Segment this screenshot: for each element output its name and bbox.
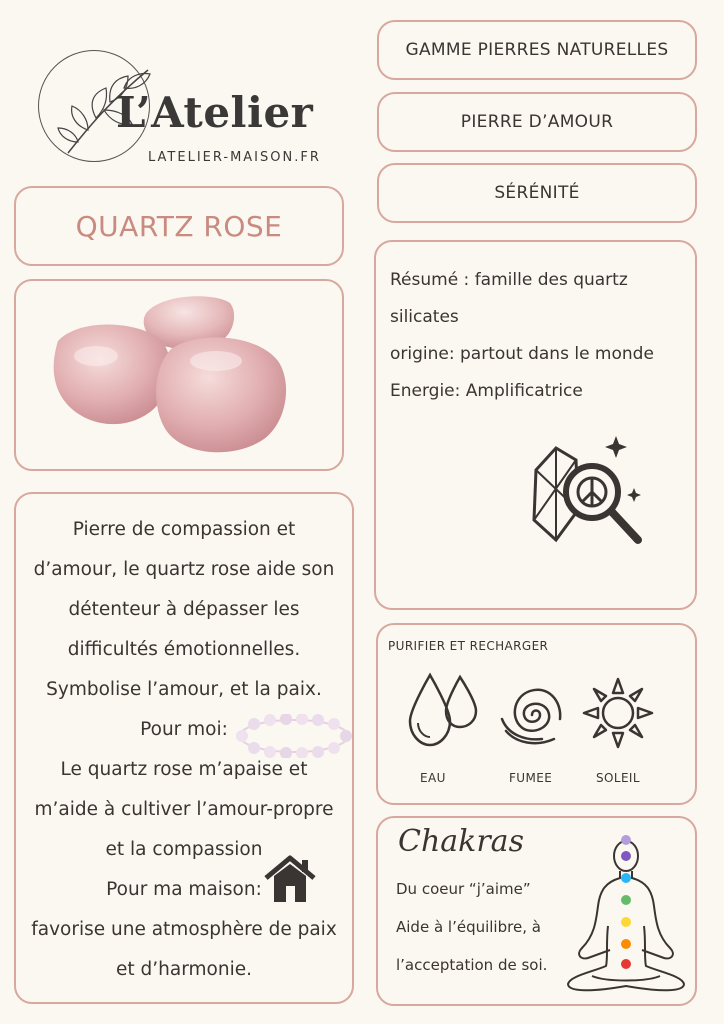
- sun-icon: [582, 677, 654, 749]
- brand-logo: [38, 50, 338, 170]
- description-line: favorise une atmosphère de paix: [31, 919, 337, 940]
- description-line: Symbolise l’amour, et la paix.: [46, 679, 322, 700]
- crystal-magnifier-icon: [516, 430, 656, 560]
- chakras-box: [376, 816, 697, 1006]
- description-line: Pour moi:: [140, 719, 228, 740]
- purify-title: PURIFIER ET RECHARGER: [388, 639, 549, 653]
- summary-line: origine: partout dans le monde: [390, 344, 654, 364]
- description-line: d’amour, le quartz rose aide son: [33, 559, 335, 580]
- rose-quartz-stones-image: [16, 281, 342, 469]
- description-line: Le quartz rose m’apaise et: [60, 759, 308, 780]
- stone-name: QUARTZ ROSE: [75, 209, 283, 243]
- stone-image-box: [14, 279, 344, 471]
- purify-label-smoke: FUMEE: [509, 771, 553, 785]
- brand-name: L’Atelier: [116, 88, 314, 137]
- water-drops-icon: [406, 669, 482, 749]
- chakras-line: Du coeur “j’aime”: [396, 880, 531, 898]
- summary-line: Résumé : famille des quartz: [390, 270, 628, 290]
- description-line: Pierre de compassion et: [72, 519, 296, 540]
- description-line: Pour ma maison:: [106, 879, 262, 900]
- chakras-text: [396, 870, 547, 984]
- meditating-figure-icon: [562, 826, 690, 1002]
- tag-range-label: GAMME PIERRES NATURELLES: [405, 40, 669, 60]
- summary-box: [374, 240, 697, 610]
- chakras-title: Chakras: [398, 824, 524, 859]
- stone-name-box: [14, 186, 344, 266]
- description-line-pour-moi: [16, 710, 352, 750]
- description-line-pour-maison: [16, 870, 352, 910]
- brand-site: LATELIER-MAISON.FR: [148, 150, 321, 165]
- chakras-line: Aide à l’équilibre, à: [396, 918, 541, 936]
- description-box: [14, 492, 354, 1004]
- purify-label-sun: SOLEIL: [596, 771, 640, 785]
- purify-label-water: EAU: [420, 771, 446, 785]
- chakras-line: l’acceptation de soi.: [396, 956, 548, 974]
- summary-line: Energie: Amplificatrice: [390, 381, 583, 401]
- tag-quality: [377, 163, 697, 223]
- house-icon: [262, 854, 318, 904]
- description-line: difficultés émotionnelles.: [67, 639, 301, 660]
- tag-quality-label: SÉRÉNITÉ: [494, 183, 580, 203]
- description-line: et la compassion: [105, 839, 263, 860]
- tag-range: [377, 20, 697, 80]
- smoke-icon: [496, 679, 570, 749]
- description-line: et d’harmonie.: [116, 959, 252, 980]
- summary-line: silicates: [390, 307, 459, 327]
- tag-type: [377, 92, 697, 152]
- bracelet-icon: [234, 714, 354, 758]
- description-line: m’aide à cultiver l’amour-propre: [34, 799, 334, 820]
- tag-type-label: PIERRE D’AMOUR: [460, 112, 614, 132]
- description-line: détenteur à dépasser les: [68, 599, 300, 620]
- purify-box: [376, 623, 697, 805]
